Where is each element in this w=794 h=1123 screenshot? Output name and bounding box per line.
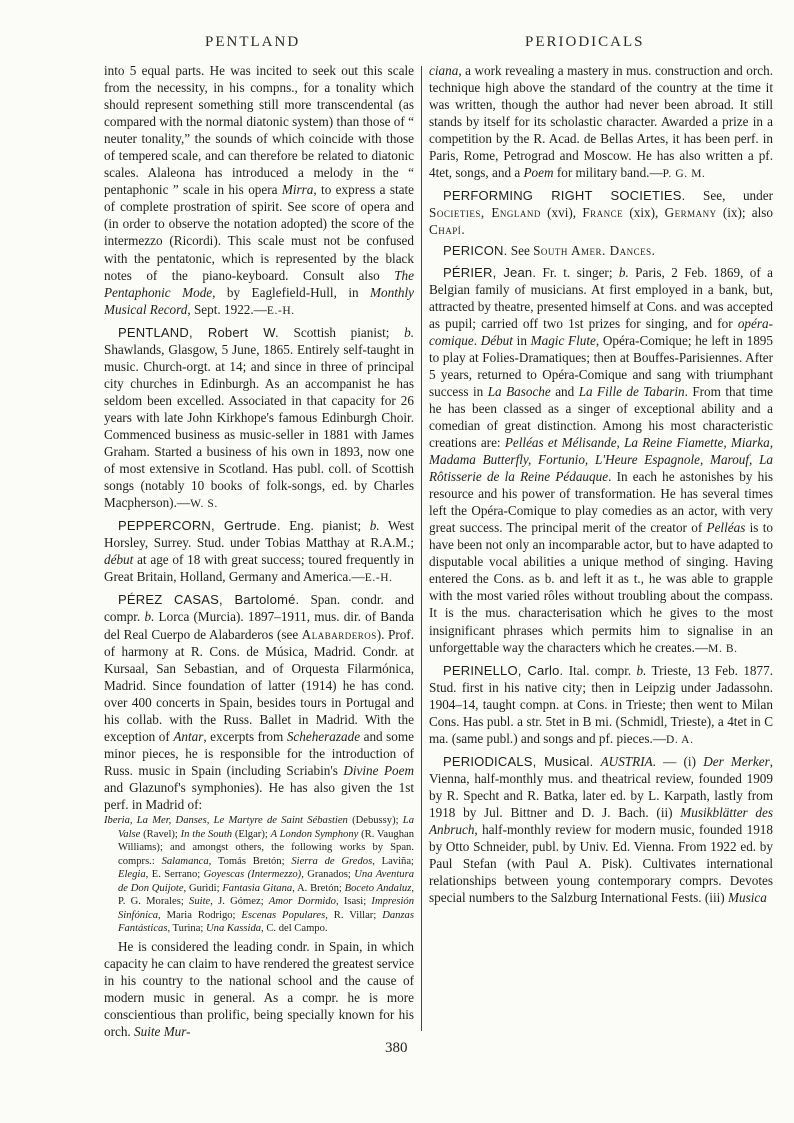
entry-perinello (429, 662, 773, 749)
author-signature: M. B. (708, 642, 738, 655)
running-head-right: PERIODICALS (525, 34, 645, 50)
text-run: Scottish pianist; (278, 324, 405, 340)
cross-reference: Alabarderos (301, 626, 377, 642)
works-list (104, 814, 414, 936)
cross-reference: Societies, England (429, 205, 541, 221)
author-signature: E.-H. (364, 572, 393, 585)
italic-text: Escenas Populares (241, 909, 326, 921)
italic-text: Divine Poem (343, 762, 414, 778)
italic-text: opéra-comique (429, 315, 773, 348)
text-run: for military band.— (553, 165, 663, 181)
text-run: , Laviña; (372, 855, 414, 867)
text-run: . (473, 332, 481, 348)
italic-text: Fantasia Gitana (222, 882, 293, 894)
italic-text: Danzas Fantásticas (118, 909, 414, 935)
text-run: , Granados; (301, 869, 355, 881)
text-run (593, 754, 600, 769)
cross-reference: Germany (664, 205, 717, 221)
italic-text: Monthly Musical Record (104, 284, 414, 317)
text-run: , Guridi; (183, 882, 223, 894)
italic-text: b. (618, 264, 629, 280)
headword: PERICON. (443, 243, 508, 259)
italic-text: Una Kassida (206, 923, 262, 935)
italic-text: ciana (429, 63, 459, 78)
italic-text: b. (144, 609, 155, 625)
italic-text: Antar (173, 728, 204, 744)
italic-text: A London Symphony (270, 828, 359, 840)
entry-periodicals (429, 753, 773, 906)
text-run: Trieste, 13 Feb. 1877. Stud. first in his native city; then in Leipzig under Jadassohn. 1904–14, taught compn. at Cons. in Trieste; then went to Milan Cons. Has publ. a str. 5tet in B mi. (Schmidl, Trieste), a 4tet in C ma. (same publ.) and songs and pf. pieces.— (429, 662, 773, 746)
running-head-left: PENTLAND (205, 34, 301, 50)
entry-peppercorn (104, 517, 414, 587)
italic-text: La Basoche (487, 383, 551, 399)
text-run: Fr. t. singer; (536, 264, 619, 280)
text-run: , Opéra-Comique; he left in 1895 to play at Folies-Dramatiques; then at Bouffes-Parisiennes. After 5 years, returned to Opéra-Comique and sang with triumphant success in (429, 332, 773, 399)
entry-body (429, 754, 773, 905)
entry-body (104, 592, 414, 812)
text-run: West Horsley, Surrey. Stud. under Tobias Matthay at R.A.M.; (104, 518, 414, 551)
italic-text: AUSTRIA (600, 753, 653, 769)
author-signature: P. G. M. (662, 168, 706, 181)
text-run: . (651, 243, 655, 259)
entry-body (507, 243, 655, 258)
text-run: , J. Gómez; (210, 896, 269, 908)
text-run: , Maria Rodrigo; (158, 909, 242, 921)
text-run: (xix), (623, 205, 665, 221)
italic-text: Scheherazade (286, 728, 361, 744)
entry-performing-right-societies (429, 187, 773, 238)
entry-perez-casas-continued (104, 938, 414, 1040)
text-run: Eng. pianist; (280, 518, 370, 534)
continuation-paragraph (429, 62, 773, 183)
text-run: , Turina; (167, 923, 206, 935)
text-run: . — (i) (652, 753, 704, 769)
headword: PERFORMING RIGHT SOCIETIES. (443, 188, 686, 204)
headword: PEPPERCORN, Gertrude. (118, 518, 281, 534)
italic-text: Impresión Sinfónica (118, 896, 414, 921)
italic-text: The Pentaphonic Mode (104, 267, 414, 300)
text-run: (Elgar); (232, 828, 271, 840)
cross-reference: Chapí (429, 222, 462, 238)
italic-text: b. (369, 518, 380, 534)
text-run: Lorca (Murcia). 1897–1911, mus. dir. of Banda del Real Cuerpo de Alabarderos (see (104, 609, 415, 642)
text-run: (Ravel); (140, 828, 181, 840)
italic-text: b. (404, 324, 414, 340)
italic-text: Sierra de Gredos (291, 855, 373, 867)
italic-text: b. (636, 662, 647, 678)
italic-text: Musikblätter des Anbruch (429, 804, 773, 838)
italic-text: Musica (727, 890, 767, 906)
entry-perier (429, 264, 773, 658)
text-run: Span. condr. and compr. (104, 592, 414, 625)
text-run: , Isasi; (335, 896, 372, 908)
text-run: , Vienna, half-monthly mus. and theatrical review, founded 1909 by R. Specht and R. Batka, later ed. by L. Karpath, lastly from 1918 by Jul. Bittner and D. J. Bach. (ii) (429, 753, 774, 820)
right-column (429, 62, 773, 906)
italic-text: Pelléas et Mélisande, La Reine Fiamette, Miarka, Madama Butterfly, Fortunio, L'Heure Espagnole, Marouf, La Rôtisserie de la Reine Pédauque (429, 434, 773, 485)
italic-text: Suite Mur- (134, 1023, 191, 1039)
entry-pericon (429, 242, 773, 259)
text-run: , a work revealing a mastery in mus. construction and orch. technique high above the standard of the country at the time it was written, though the author had never been abroad. It still stands by itself for its scholastic character. Awarded a prize in a competition by the R. Acad. de Bellas Artes, it has been perf. in Paris, Rome, Petrograd and Moscow. He has also written a pf. 4tet, songs, and a (429, 63, 773, 181)
text-run: ). Prof. of harmony at R. Cons. de Música, Madrid. Condr. at Kursaal, San Sebastian, and of Orquesta Filarmónica, Madrid. Since foundation of latter (1914) he has cond. over 400 concerts in Spain, besides tours in Portugal and his collab. with the Russ. Ballet in Madrid. With the exception of (104, 626, 415, 744)
author-signature: E.-H. (266, 304, 295, 317)
italic-text: Mirra (281, 182, 314, 198)
author-signature: D. A. (665, 733, 694, 746)
text-run: Paris, 2 Feb. 1869, of a Belgian family of musicians. At first employed in a bank, but, attracted by theatre, presented himself at Cons. and was accepted as pupil; carried off two 1st prizes for singing, and for (429, 264, 773, 331)
italic-text: Una Aventura de Don Quijote (118, 869, 414, 894)
text-run: at age of 18 with great success; toured frequently in Great Britain, Holland, Germany and America.— (104, 552, 414, 585)
text-run: , by Eaglefield-Hull, in (212, 284, 371, 300)
text-run: . In each he astonishes by his resource and his power of transformation. He has several times left the Opéra-Comique to play comedies as an actor, with very great success. The principal merit of the creator of (429, 469, 774, 536)
italic-text: Elegia (118, 869, 146, 881)
text-run: Ital. compr. (563, 662, 637, 678)
text-run: , Tomás Bretón; (208, 855, 292, 867)
text-run: and Glazunof's symphonies). He has also given the 1st perf. in Madrid of: (104, 779, 414, 812)
continuation-paragraph (104, 62, 414, 320)
text-run: , excerpts from (203, 728, 287, 744)
text-run: He is considered the leading condr. in Spain, in which capacity he can claim to have rendered the greatest service in his country to the national school and the cause of modern music in general. As a compr. he is more conscientious than prolific, being specially known for his orch. (104, 938, 414, 1039)
text-run: See, under (685, 188, 773, 204)
italic-text: Magic Flute (530, 332, 596, 348)
text-run: , A. Bretón; (292, 882, 345, 894)
italic-text: Der Merker (703, 753, 770, 769)
italic-text: Suite (189, 896, 211, 908)
italic-text: Goyescas (Intermezzo) (203, 869, 302, 881)
italic-text: début (104, 552, 134, 568)
entry-body (104, 325, 414, 510)
cross-reference: South Amer. Dances (533, 243, 652, 259)
italic-text: Début (480, 332, 513, 348)
text-run: See (507, 243, 534, 259)
left-column (104, 62, 414, 1040)
text-run: and some minor pieces, he is responsible for the introduction of Russ. music in Spain (including Scriabin's (104, 728, 414, 778)
column-divider (421, 66, 422, 1031)
entry-pentland (104, 324, 414, 514)
text-run: and (550, 383, 579, 399)
headword: PÉRIER, Jean. (443, 264, 537, 280)
text-run: in (512, 332, 531, 348)
italic-text: Amor Dormido (268, 896, 336, 908)
text-run: . (461, 222, 465, 238)
italic-text: In the South (180, 828, 233, 840)
text-run: , P. G. Morales; (118, 882, 414, 908)
text-run: is to have been not only an incomparable actor, but to have adapted to disputable vocal abilities a unique method of singing. Having entered the Cons. as b. and left it as t., he was able to grapple with the most varied rôles without troubling about the compass. It is the mus. characterisation which he gives to the most insignificant phrases which permits him to signalise in an unforgettable way the characters which he creates.— (429, 520, 773, 655)
text-run: , E. Serrano; (145, 869, 204, 881)
italic-text: Iberia, La Mer, Danses, Le Martyre de Saint Sébastien (104, 815, 348, 827)
author-signature: W. S. (190, 498, 218, 511)
headword: PÉREZ CASAS, Bartolomé. (118, 592, 300, 608)
headword: PERIODICALS, Musical. (443, 753, 594, 769)
headword: PERINELLO, Carlo. (443, 662, 564, 678)
italic-text: Salamanca (161, 855, 209, 867)
page-number: 380 (385, 1040, 408, 1056)
text-run: , half-monthly review for modern music, founded 1918 by Otto Schneider, publ. by Univ. Ed. Vienna. From 1922 ed. by Paul Stefan (with Paul A. Pisk). Cultivates international relationships between young contemporary comprs. Devotes special numbers to the Salzburg International Fests. (iii) (429, 822, 773, 906)
text-run: (R. Vaughan Williams); and amongst others, the following works by Span. comprs.: (118, 828, 414, 867)
entry-perez-casas (104, 591, 414, 813)
text-run: Shawlands, Glasgow, 5 June, 1865. Entirely self-taught in music. Church-orgt. at 14; and since in three of principal city churches in Edinburgh. As an accompanist he has seldom been excelled. Associated in that capacity for 26 years with late John Kirkhope's famous Edinburgh Choir. Commenced business as music-seller in 1881 with James Graham. Started a business of his own in 1893, now one of most extensive in Scotland. Has publ. coll. of Scottish songs (notably 10 books of folk-songs, ed. by Charles Macpherson).— (104, 341, 414, 511)
italic-text: Poem (523, 165, 554, 181)
text-run: (xvi), (540, 205, 583, 221)
text-run: , R. Villar; (325, 909, 383, 921)
text-run: , to express a state of complete prostration of spirit. See score of opera and (in order to observe the notation adopted) the score of the intermezzo (Ricordi). This scale must not be confused with the pentatonic, which is represented by the black notes of the piano-keyboard. Consult also (104, 182, 415, 283)
italic-text: Pelléas (706, 520, 746, 536)
text-run: , C. del Campo. (261, 923, 328, 935)
headword: PENTLAND, Robert W. (118, 324, 279, 340)
italic-text: La Valse (118, 815, 414, 840)
text-run: into 5 equal parts. He was incited to seek out this scale from the necessity, in his compns., for a tonality which should represent something still more transcendental (as compared with the normal diatonic system) than those of “ neuter tonality,” the sounds of which coincide with those of tempered scale, and can therefore be related to diatonic scales. Alaleona has introduced a melody in the “ pentaphonic ” scale in his opera (104, 63, 414, 198)
text-run: . From that time he has been classed as a singer of exceptional ability and a comedian of great distinction. Among his most characteristic creations are: (429, 383, 774, 450)
text-run: , Sept. 1922.— (187, 301, 267, 317)
italic-text: La Fille de Tabarin (578, 383, 685, 399)
cross-reference: France (582, 205, 624, 221)
text-run: (Debussy); (347, 815, 403, 827)
text-run: (ix); also (716, 205, 774, 221)
italic-text: Boceto Andaluz (344, 882, 412, 894)
entry-body (429, 265, 773, 655)
